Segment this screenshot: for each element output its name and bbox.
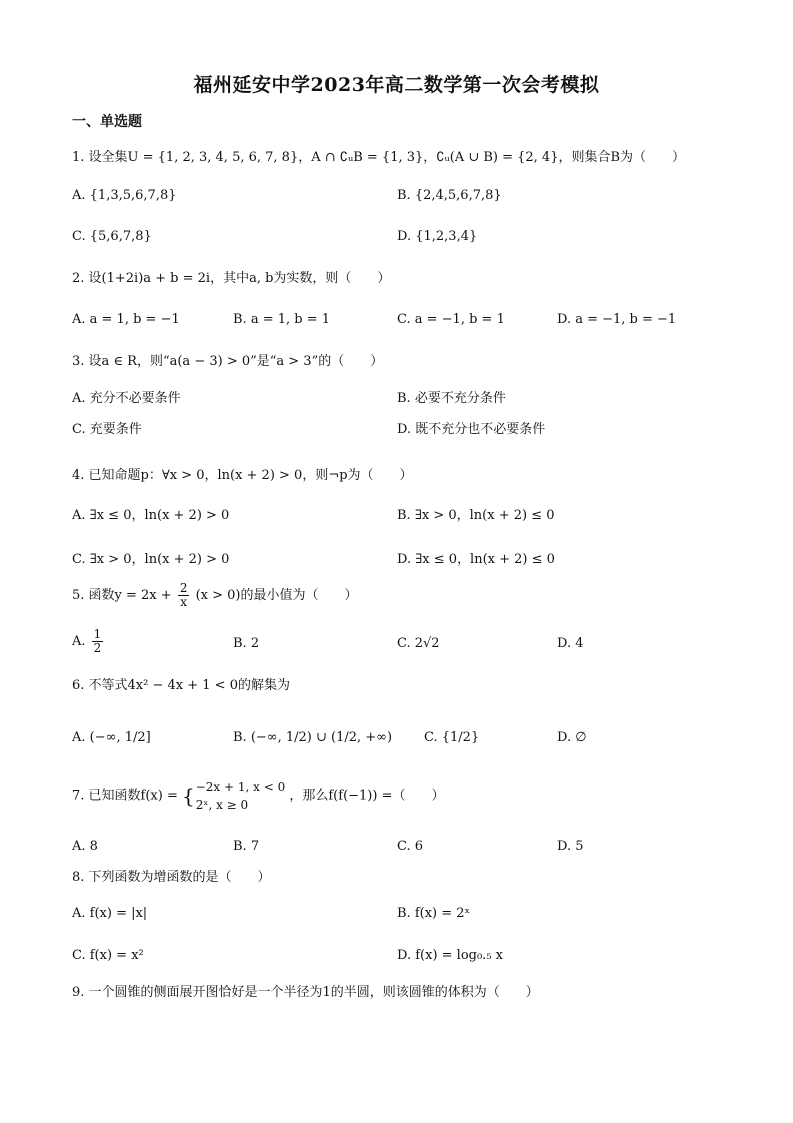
question-5-stem-start: 5. 函数y = 2x + <box>72 588 172 604</box>
question-4-stem: 4. 已知命题p：∀x > 0，ln(x + 2) > 0，则¬p为（ ） <box>72 468 413 483</box>
piecewise-definition <box>195 778 286 814</box>
question-7-stem-start: 7. 已知函数f(x) = <box>72 788 178 804</box>
question-2-option-b: B. a = 1, b = 1 <box>233 312 331 327</box>
question-7-option-b: B. 7 <box>233 839 260 854</box>
piece-1: −2x + 1, x < 0 <box>195 780 286 794</box>
option-a-fraction <box>92 628 104 655</box>
question-1-option-c: C. {5,6,7,8} <box>72 229 152 244</box>
question-7-stem <box>72 778 444 814</box>
piece-2: 2ˣ, x ≥ 0 <box>195 798 249 812</box>
question-3-option-a: A. 充分不必要条件 <box>72 391 181 406</box>
question-5-option-c: C. 2√2 <box>397 636 440 651</box>
question-4-option-b: B. ∃x > 0，ln(x + 2) ≤ 0 <box>397 508 555 523</box>
fraction-denominator: x <box>180 595 188 610</box>
question-5-option-a <box>72 628 105 655</box>
question-2-option-d: D. a = −1, b = −1 <box>557 312 677 327</box>
question-3-stem: 3. 设a ∈ R，则“a(a − 3) > 0”是“a > 3”的（ ） <box>72 354 384 369</box>
question-8-option-a: A. f(x) = |x| <box>72 906 148 921</box>
question-1-stem: 1. 设全集U = {1, 2, 3, 4, 5, 6, 7, 8}，A ∩ ∁ᵤB = {1, 3}，∁ᵤ(A ∪ B) = {2, 4}，则集合B为（ ） <box>72 150 686 165</box>
fraction-denominator: 2 <box>93 641 102 656</box>
option-label: A. <box>72 634 86 650</box>
question-6-stem: 6. 不等式4x² − 4x + 1 < 0的解集为 <box>72 678 290 693</box>
question-4-option-d: D. ∃x ≤ 0，ln(x + 2) ≤ 0 <box>397 552 555 567</box>
question-2-stem: 2. 设(1+2i)a + b = 2i，其中a, b为实数，则（ ） <box>72 271 391 286</box>
question-5-fraction <box>178 582 190 609</box>
question-3-option-d: D. 既不充分也不必要条件 <box>397 422 546 437</box>
question-6-option-b: B. (−∞, 1/2) ∪ (1/2, +∞) <box>233 730 393 745</box>
question-6-option-d: D. ∅ <box>557 730 587 745</box>
question-3-option-c: C. 充要条件 <box>72 422 142 437</box>
section-title: 一、单选题 <box>72 114 142 130</box>
question-7-option-a: A. 8 <box>72 839 98 854</box>
question-8-stem: 8. 下列函数为增函数的是（ ） <box>72 870 271 885</box>
question-7-option-d: D. 5 <box>557 839 584 854</box>
question-5-stem <box>72 582 358 609</box>
fraction-numerator: 1 <box>93 627 102 641</box>
question-6-option-c: C. {1/2} <box>424 730 480 745</box>
question-8-option-d: D. f(x) = log₀.₅ x <box>397 948 503 963</box>
question-8-option-b: B. f(x) = 2ˣ <box>397 906 471 921</box>
question-2-option-a: A. a = 1, b = −1 <box>72 312 180 327</box>
question-1-option-b: B. {2,4,5,6,7,8} <box>397 188 502 203</box>
question-1-option-d: D. {1,2,3,4} <box>397 229 478 244</box>
question-1-option-a: A. {1,3,5,6,7,8} <box>72 188 177 203</box>
question-4-option-a: A. ∃x ≤ 0，ln(x + 2) > 0 <box>72 508 230 523</box>
question-5-option-b: B. 2 <box>233 636 260 651</box>
question-3-option-b: B. 必要不充分条件 <box>397 391 506 406</box>
question-8-option-c: C. f(x) = x² <box>72 948 144 963</box>
question-5-option-d: D. 4 <box>557 636 584 651</box>
question-4-option-c: C. ∃x > 0，ln(x + 2) > 0 <box>72 552 230 567</box>
question-6-option-a: A. (−∞, 1/2] <box>72 730 151 745</box>
fraction-numerator: 2 <box>179 581 188 595</box>
question-7-option-c: C. 6 <box>397 839 424 854</box>
question-7-stem-end: ，那么f(f(−1)) =（ ） <box>289 788 445 804</box>
left-brace: { <box>182 784 195 808</box>
question-5-stem-end: (x > 0)的最小值为（ ） <box>195 588 358 604</box>
question-9-stem: 9. 一个圆锥的侧面展开图恰好是一个半径为1的半圆，则该圆锥的体积为（ ） <box>72 985 539 1000</box>
question-2-option-c: C. a = −1, b = 1 <box>397 312 505 327</box>
page-title: 福州延安中学2023年高二数学第一次会考模拟 <box>193 74 600 96</box>
